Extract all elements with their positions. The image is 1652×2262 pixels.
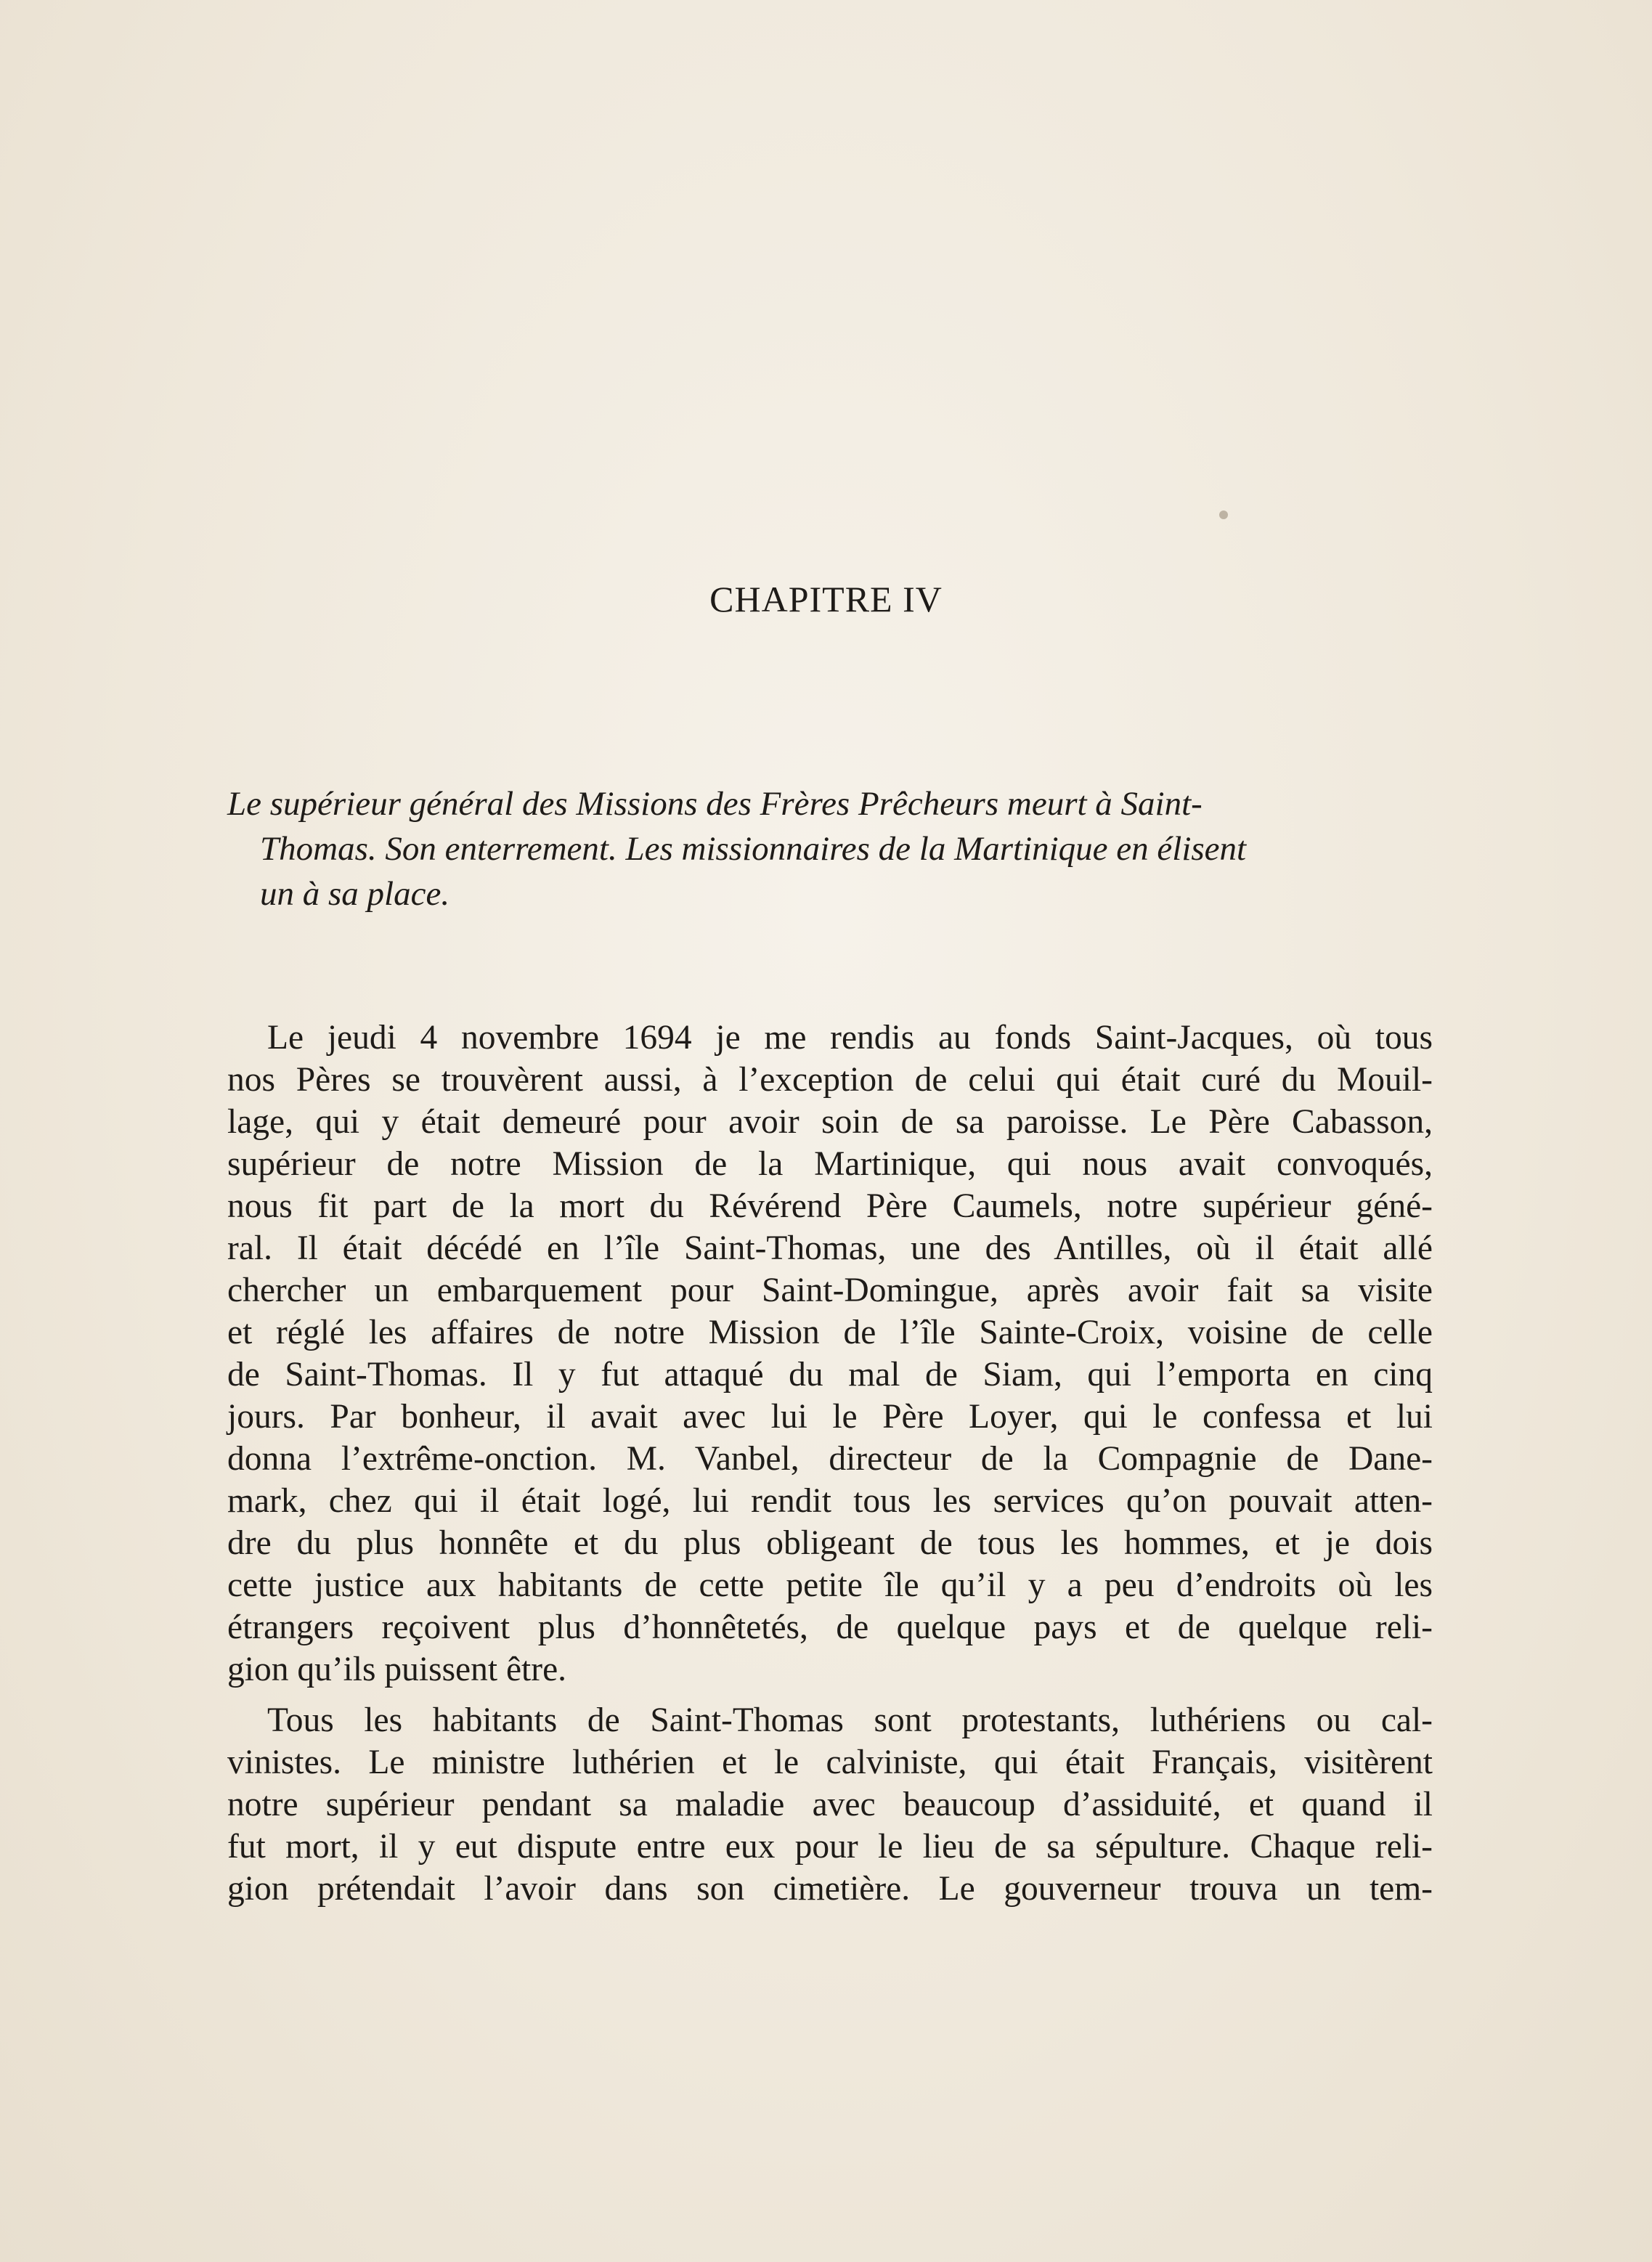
text-line: de Saint-Thomas. Il y fut attaqué du mal de Siam, qui l’emporta en cinq: [227, 1356, 1433, 1394]
text-line: Le jeudi 4 novembre 1694 je me rendis au fonds Saint-Jacques, où tous: [267, 1019, 1433, 1057]
text-line: nous fit part de la mort du Révérend Père Caumels, notre supérieur géné-: [227, 1187, 1433, 1225]
text-line: nos Pères se trouvèrent aussi, à l’exception de celui qui était curé du Mouil-: [227, 1061, 1433, 1099]
text-line: donna l’extrême-onction. M. Vanbel, directeur de la Compagnie de Dane-: [227, 1440, 1433, 1478]
paragraph-2: [227, 1699, 1433, 1910]
text-line: cette justice aux habitants de cette petite île qu’il y a peu d’endroits où les: [227, 1566, 1433, 1604]
text-line: gion qu’ils puissent être.: [227, 1651, 567, 1688]
summary-line: Le supérieur général des Missions des Frères Prêcheurs meurt à Saint-: [227, 785, 1203, 823]
text-line: mark, chez qui il était logé, lui rendit tous les services qu’on pouvait atten-: [227, 1482, 1433, 1520]
text-line: et réglé les affaires de notre Mission de l’île Sainte-Croix, voisine de celle: [227, 1314, 1433, 1351]
body-text: [227, 1017, 1433, 1910]
summary-line: Thomas. Son enterrement. Les missionnaires de la Martinique en élisent: [260, 830, 1247, 868]
text-line: vinistes. Le ministre luthérien et le calviniste, qui était Français, visitèrent: [227, 1744, 1433, 1781]
text-line: Tous les habitants de Saint-Thomas sont protestants, luthériens ou cal-: [267, 1701, 1433, 1739]
paragraph-gap: [227, 1691, 1433, 1699]
summary-line: un à sa place.: [260, 875, 450, 913]
text-line: supérieur de notre Mission de la Martinique, qui nous avait convoqués,: [227, 1145, 1433, 1183]
text-line: fut mort, il y eut dispute entre eux pour le lieu de sa sépulture. Chaque reli-: [227, 1828, 1433, 1866]
text-line: gion prétendait l’avoir dans son cimetière. Le gouverneur trouva un tem-: [227, 1870, 1433, 1908]
paper-speck: [1219, 510, 1228, 519]
text-line: notre supérieur pendant sa maladie avec beaucoup d’assiduité, et quand il: [227, 1786, 1433, 1823]
chapter-title: CHAPITRE IV: [709, 579, 943, 619]
text-line: chercher un embarquement pour Saint-Domingue, après avoir fait sa visite: [227, 1272, 1433, 1309]
text-line: dre du plus honnête et du plus obligeant de tous les hommes, et je dois: [227, 1524, 1433, 1562]
text-line: lage, qui y était demeuré pour avoir soin de sa paroisse. Le Père Cabasson,: [227, 1103, 1433, 1141]
paragraph-1: [227, 1017, 1433, 1691]
chapter-summary: [227, 781, 1433, 916]
text-line: jours. Par bonheur, il avait avec lui le Père Loyer, qui le confessa et lui: [227, 1398, 1433, 1436]
text-line: étrangers reçoivent plus d’honnêtetés, de quelque pays et de quelque reli-: [227, 1608, 1433, 1646]
text-line: ral. Il était décédé en l’île Saint-Thomas, une des Antilles, où il était allé: [227, 1229, 1433, 1267]
